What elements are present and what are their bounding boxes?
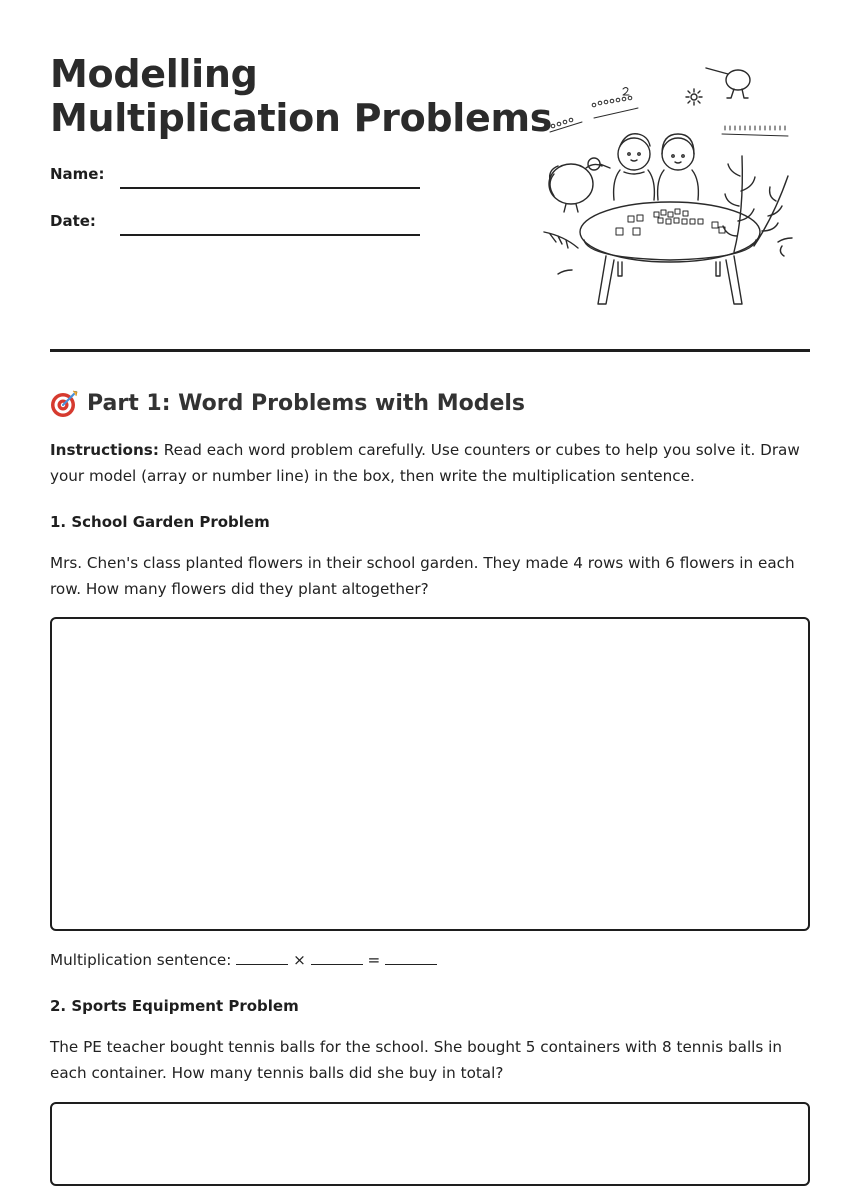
problem-2-model-box[interactable] bbox=[50, 1102, 810, 1186]
date-line[interactable] bbox=[120, 234, 420, 236]
equals-symbol: = bbox=[367, 951, 381, 969]
header-divider bbox=[50, 349, 810, 352]
name-line[interactable] bbox=[120, 187, 420, 189]
title-line-1: Modelling bbox=[50, 52, 258, 96]
girl-figure bbox=[658, 134, 699, 200]
instructions bbox=[50, 438, 815, 489]
bird-icon bbox=[549, 158, 610, 212]
problem-1-model-box[interactable] bbox=[50, 617, 810, 931]
problem-1-sentence bbox=[50, 950, 437, 969]
part1-heading bbox=[50, 388, 525, 418]
worksheet-title bbox=[50, 52, 552, 140]
target-icon bbox=[50, 388, 80, 418]
problem-2-title: 2. Sports Equipment Problem bbox=[50, 997, 299, 1015]
problem-1-title: 1. School Garden Problem bbox=[50, 513, 270, 531]
kiwi-bird-icon bbox=[706, 68, 750, 98]
factor-2-blank[interactable] bbox=[311, 950, 363, 965]
product-blank[interactable] bbox=[385, 950, 437, 965]
problem-1-text: Mrs. Chen's class planted flowers in their school garden. They made 4 rows with 6 flowers in each row. How many flowers did they plant altogether? bbox=[50, 554, 795, 598]
part1-heading-text: Part 1: Word Problems with Models bbox=[87, 390, 526, 416]
problem-2-text: The PE teacher bought tennis balls for the school. She bought 5 containers with 8 tennis balls in each container. How many tennis balls did she buy in total? bbox=[50, 1038, 782, 1082]
sentence-label: Multiplication sentence: bbox=[50, 951, 232, 969]
title-line-2: Multiplication Problems bbox=[50, 96, 553, 140]
children-with-counters-illustration bbox=[538, 56, 796, 312]
leaf-icon bbox=[544, 232, 578, 274]
instructions-text: Read each word problem carefully. Use counters or cubes to help you solve it. Draw your model (array or number line) in the box, then write the multiplication sentence. bbox=[50, 441, 800, 485]
plant-icon bbox=[723, 156, 792, 256]
name-label: Name: bbox=[50, 165, 105, 183]
factor-1-blank[interactable] bbox=[236, 950, 288, 965]
boy-figure bbox=[614, 134, 655, 200]
counting-cubes bbox=[616, 209, 725, 235]
counter-scribbles bbox=[550, 88, 788, 137]
date-label: Date: bbox=[50, 212, 96, 230]
times-symbol: × bbox=[293, 951, 306, 969]
instructions-label: Instructions: bbox=[50, 441, 159, 459]
sun-icon bbox=[686, 89, 702, 105]
